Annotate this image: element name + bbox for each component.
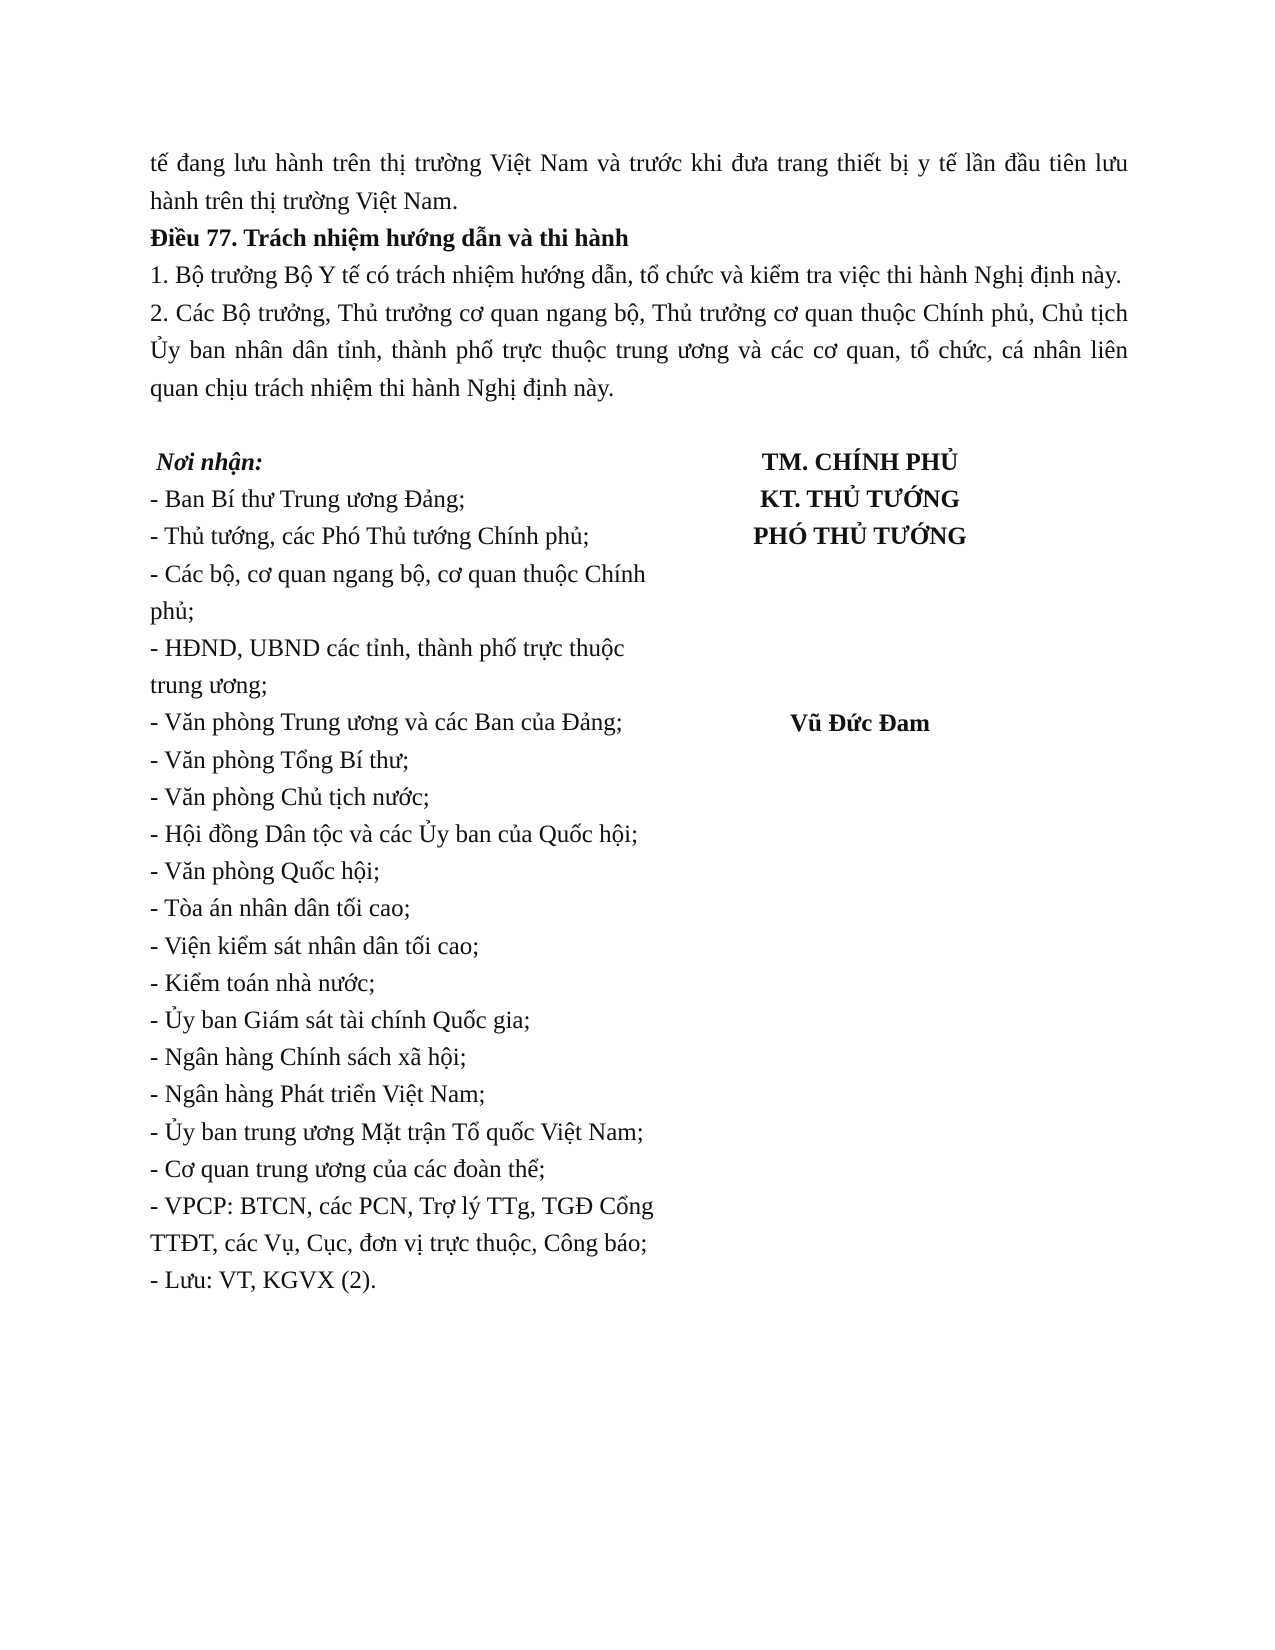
recipient-item: - Tòa án nhân dân tối cao;: [150, 895, 411, 923]
recipient-item: - Ủy ban Giám sát tài chính Quốc gia;: [150, 1007, 531, 1035]
recipients-title: Nơi nhận:: [156, 449, 264, 476]
signer-line-2: KT. THỦ TƯỚNG: [760, 486, 960, 514]
recipient-item: - Ủy ban trung ương Mặt trận Tổ quốc Việt Nam;: [150, 1118, 644, 1146]
recipient-item: - HĐND, UBND các tỉnh, thành phố trực thuộc trung ương;: [150, 635, 625, 700]
recipient-item: - Văn phòng Trung ương và các Ban của Đảng;: [150, 709, 623, 737]
signer-name: Vũ Đức Đam: [790, 709, 930, 737]
clause-2: 2. Các Bộ trưởng, Thủ trưởng cơ quan ngang bộ, Thủ trưởng cơ quan thuộc Chính phủ, Chủ tịch Ủy ban nhân dân tỉnh, thành phố trực thuộc trung ương và các cơ quan, tổ chức, cá nhân liên quan chịu trách nhiệm thi hành Nghị định này.: [150, 299, 1128, 402]
article-heading: Điều 77. Trách nhiệm hướng dẫn và thi hành: [150, 225, 629, 252]
recipient-item: - Thủ tướng, các Phó Thủ tướng Chính phủ;: [150, 523, 590, 551]
intro-paragraph: tế đang lưu hành trên thị trường Việt Nam và trước khi đưa trang thiết bị y tế lần đầu tiên lưu hành trên thị trường Việt Nam.: [150, 150, 1128, 215]
recipient-item: - VPCP: BTCN, các PCN, Trợ lý TTg, TGĐ Cổng TTĐT, các Vụ, Cục, đơn vị trực thuộc, Công báo;: [150, 1193, 654, 1258]
signer-line-3: PHÓ THỦ TƯỚNG: [753, 523, 967, 551]
recipient-item: - Ngân hàng Chính sách xã hội;: [150, 1044, 467, 1072]
clause-1: 1. Bộ trưởng Bộ Y tế có trách nhiệm hướng dẫn, tổ chức và kiểm tra việc thi hành Nghị định này.: [150, 262, 1122, 289]
recipient-item: - Hội đồng Dân tộc và các Ủy ban của Quốc hội;: [150, 821, 639, 849]
signature-block: [150, 444, 1128, 1300]
recipient-item: - Văn phòng Tổng Bí thư;: [150, 746, 410, 774]
recipient-item: - Ban Bí thư Trung ương Đảng;: [150, 486, 466, 514]
signer-block: [710, 444, 1010, 742]
recipient-item: - Ngân hàng Phát triển Việt Nam;: [150, 1081, 486, 1109]
recipient-item: - Các bộ, cơ quan ngang bộ, cơ quan thuộc Chính phủ;: [150, 560, 646, 625]
recipient-item: - Cơ quan trung ương của các đoàn thể;: [150, 1155, 546, 1183]
recipient-item: - Lưu: VT, KGVX (2).: [150, 1267, 377, 1295]
recipient-item: - Viện kiểm sát nhân dân tối cao;: [150, 932, 480, 960]
signer-line-1: TM. CHÍNH PHỦ: [761, 449, 959, 476]
recipient-item: - Kiểm toán nhà nước;: [150, 969, 376, 997]
recipient-item: - Văn phòng Chủ tịch nước;: [150, 783, 430, 811]
recipient-item: - Văn phòng Quốc hội;: [150, 858, 381, 886]
document-page: [150, 145, 1128, 1300]
recipients-list: [150, 444, 670, 1300]
